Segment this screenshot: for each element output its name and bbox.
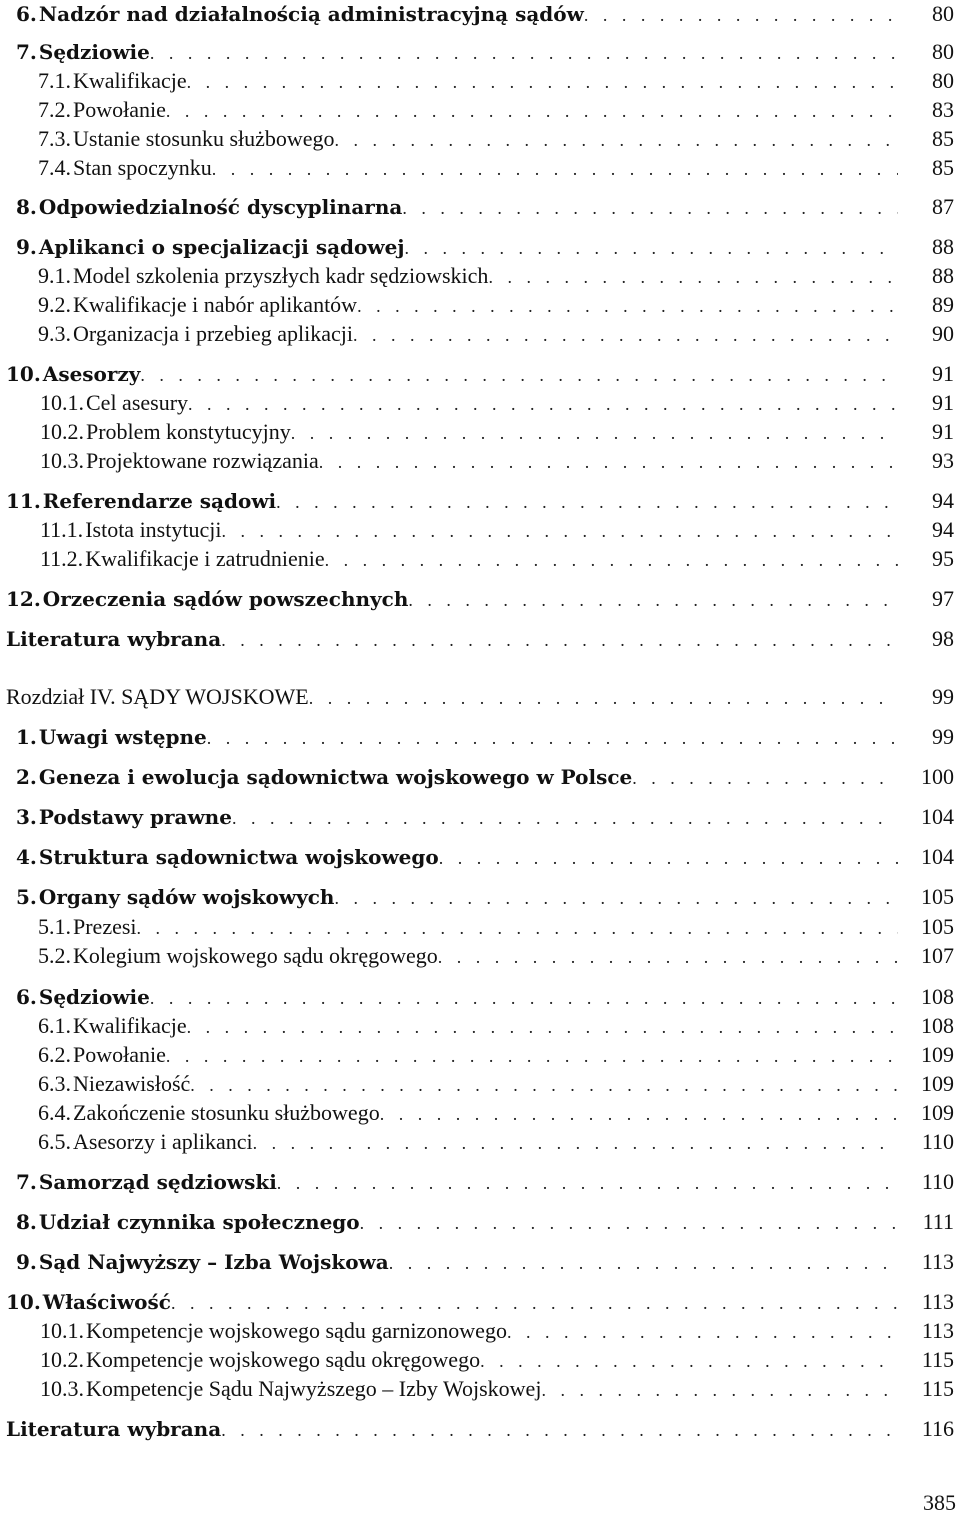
toc-entry-title: Niezawisłość	[73, 1071, 191, 1096]
toc-entry	[4, 683, 954, 711]
toc-entry-title: Podstawy prawne	[38, 805, 232, 829]
toc-entry-title: Model szkolenia przyszłych kadr sędziowskich	[73, 263, 489, 288]
toc-entry-page: 105	[921, 914, 954, 939]
toc-entry-number: 10.3.	[40, 448, 84, 473]
toc-entry	[16, 843, 954, 871]
toc-entry-page: 113	[921, 1289, 954, 1314]
toc-entry-page: 108	[921, 984, 954, 1009]
toc-entry-page: 80	[932, 39, 954, 64]
page-number: 385	[923, 1490, 956, 1515]
toc-entry	[38, 154, 954, 182]
toc-entry-number: 6.	[16, 2, 37, 26]
toc-entry	[38, 291, 954, 319]
toc-entry	[16, 0, 954, 28]
toc-entry-page: 99	[932, 724, 954, 749]
dot-leader	[187, 68, 898, 96]
toc-entry-number: 12.	[6, 587, 41, 611]
dot-leader	[166, 1042, 898, 1070]
toc-entry-number: 9.3.	[38, 321, 71, 346]
toc-entry-page: 109	[921, 1071, 954, 1096]
toc-entry	[40, 1346, 954, 1374]
toc-entry-number: 6.2.	[38, 1042, 71, 1067]
toc-entry	[38, 96, 954, 124]
toc-entry-page: 104	[921, 804, 954, 829]
dot-leader	[357, 292, 898, 320]
toc-entry-title: Kwalifikacje i zatrudnienie	[85, 546, 325, 571]
toc-entry-number: 7.4.	[38, 155, 71, 180]
toc-entry	[38, 262, 954, 290]
toc-entry-title: Asesorzy i aplikanci	[73, 1129, 253, 1154]
dot-leader	[389, 1249, 898, 1277]
dot-leader	[140, 361, 898, 389]
toc-entry-page: 113	[921, 1318, 954, 1343]
dot-leader	[405, 234, 898, 262]
toc-entry	[40, 545, 954, 573]
toc-entry	[40, 516, 954, 544]
toc-entry	[38, 1099, 954, 1127]
toc-entry	[38, 125, 954, 153]
toc-entry-page: 91	[932, 390, 954, 415]
toc-entry-number: 6.1.	[38, 1013, 71, 1038]
toc-entry-number: 10.	[6, 1290, 41, 1314]
dot-leader	[360, 1209, 898, 1237]
toc-entry-page: 115	[921, 1347, 954, 1372]
toc-entry-title: Udział czynnika społecznego	[38, 1210, 360, 1234]
toc-entry-page: 85	[932, 126, 954, 151]
toc-entry-page: 104	[921, 844, 954, 869]
dot-leader	[584, 1, 898, 29]
dot-leader	[291, 419, 898, 447]
dot-leader	[408, 586, 898, 614]
toc-entry-title: Asesorzy	[42, 362, 141, 386]
toc-entry-number: 7.	[16, 1170, 37, 1194]
toc-entry-title: Kompetencje wojskowego sądu garnizonowego	[86, 1318, 507, 1343]
dot-leader	[150, 39, 898, 67]
toc-entry-page: 80	[932, 68, 954, 93]
dot-leader	[212, 155, 898, 183]
toc-entry-number: 3.	[16, 805, 37, 829]
toc-entry-page: 116	[921, 1416, 954, 1441]
dot-leader	[438, 943, 898, 971]
toc-entry	[38, 1041, 954, 1069]
toc-entry	[16, 1168, 954, 1196]
toc-entry-title: Nadzór nad działalnością administracyjną sądów	[38, 2, 584, 26]
toc-entry	[16, 1208, 954, 1236]
toc-entry	[38, 913, 954, 941]
toc-entry-page: 95	[932, 546, 954, 571]
toc-entry-number: 6.5.	[38, 1129, 71, 1154]
toc-entry	[6, 360, 954, 388]
toc-entry-number: 10.2.	[40, 1347, 84, 1372]
toc-entry	[38, 942, 954, 970]
toc-entry-title: Kwalifikacje	[73, 68, 187, 93]
toc-entry-title: Powołanie	[73, 97, 166, 122]
toc-entry-title: Orzeczenia sądów powszechnych	[42, 587, 409, 611]
toc-entry	[4, 625, 954, 653]
toc-entry-page: 89	[932, 292, 954, 317]
chapter-title: Rozdział IV. SĄDY WOJSKOWE	[6, 684, 309, 709]
toc-entry	[16, 803, 954, 831]
dot-leader	[319, 448, 898, 476]
toc-entry-page: 88	[932, 263, 954, 288]
toc-entry-number: 4.	[16, 845, 37, 869]
toc-entry-number: 11.2.	[40, 546, 84, 571]
toc-entry	[6, 1288, 954, 1316]
toc-entry	[40, 1317, 954, 1345]
toc-entry-title: Kwalifikacje i nabór aplikantów	[73, 292, 358, 317]
toc-entry-title: Problem konstytucyjny	[86, 419, 291, 444]
dot-leader	[190, 1071, 898, 1099]
toc-entry-number: 10.3.	[40, 1376, 84, 1401]
toc-entry-number: 9.2.	[38, 292, 71, 317]
toc-entry	[38, 1070, 954, 1098]
toc-entry-page: 98	[932, 626, 954, 651]
toc-entry-title: Literatura wybrana	[6, 627, 222, 651]
dot-leader	[277, 1169, 898, 1197]
toc-entry-page: 97	[932, 586, 954, 611]
toc-entry	[40, 418, 954, 446]
toc-entry	[16, 883, 954, 911]
toc-entry-title: Sąd Najwyższy – Izba Wojskowa	[38, 1250, 389, 1274]
toc-entry-page: 115	[921, 1376, 954, 1401]
toc-entry-page: 83	[932, 97, 954, 122]
toc-entry	[4, 1415, 954, 1443]
toc-entry	[40, 1375, 954, 1403]
toc-entry-page: 88	[932, 234, 954, 259]
toc-entry-title: Istota instytucji	[85, 517, 222, 542]
toc-entry	[16, 763, 954, 791]
toc-entry-title: Samorząd sędziowski	[38, 1170, 277, 1194]
toc-entry-title: Referendarze sądowi	[42, 489, 277, 513]
toc-entry-title: Zakończenie stosunku służbowego	[73, 1100, 380, 1125]
toc-entry-title: Prezesi	[73, 914, 137, 939]
dot-leader	[137, 914, 898, 942]
toc-entry-title: Struktura sądownictwa wojskowego	[38, 845, 439, 869]
toc-entry	[38, 1012, 954, 1040]
toc-entry	[16, 38, 954, 66]
toc-entry-title: Literatura wybrana	[6, 1417, 222, 1441]
toc-entry-title: Projektowane rozwiązania	[86, 448, 319, 473]
toc-entry-page: 105	[921, 884, 954, 909]
toc-entry-title: Cel asesury	[86, 390, 189, 415]
dot-leader	[380, 1100, 898, 1128]
toc-entry-title: Odpowiedzialność dyscyplinarna	[38, 195, 403, 219]
dot-leader	[488, 263, 898, 291]
dot-leader	[325, 546, 898, 574]
toc-entry-page: 110	[921, 1169, 954, 1194]
toc-entry-page: 91	[932, 419, 954, 444]
toc-entry-title: Organizacja i przebieg aplikacji	[73, 321, 353, 346]
dot-leader	[276, 488, 898, 516]
toc-entry-number: 10.2.	[40, 419, 84, 444]
dot-leader	[188, 390, 898, 418]
dot-leader	[171, 1289, 898, 1317]
dot-leader	[309, 684, 898, 712]
toc-entry-page: 109	[921, 1100, 954, 1125]
toc-entry-number: 2.	[16, 765, 37, 789]
dot-leader	[221, 626, 898, 654]
toc-entry-page: 91	[932, 361, 954, 386]
toc-entry-number: 7.3.	[38, 126, 71, 151]
toc-entry-title: Ustanie stosunku służbowego	[73, 126, 335, 151]
dot-leader	[221, 1416, 898, 1444]
toc-entry-number: 8.	[16, 1210, 37, 1234]
toc-entry-number: 11.	[6, 489, 41, 513]
toc-entry-number: 6.4.	[38, 1100, 71, 1125]
toc-entry-title: Kompetencje Sądu Najwyższego – Izby Wojskowej	[86, 1376, 542, 1401]
toc-entry-number: 5.	[16, 885, 37, 909]
toc-entry	[16, 233, 954, 261]
toc-entry-number: 6.	[16, 985, 37, 1009]
toc-entry	[16, 983, 954, 1011]
dot-leader	[166, 97, 898, 125]
dot-leader	[253, 1129, 898, 1157]
toc-entry	[40, 447, 954, 475]
dot-leader	[507, 1318, 898, 1346]
toc-entry-title: Sędziowie	[38, 40, 150, 64]
toc-entry	[16, 193, 954, 221]
toc-entry-title: Organy sądów wojskowych	[38, 885, 335, 909]
toc-entry	[16, 723, 954, 751]
toc-entry	[16, 1248, 954, 1276]
toc-entry-page: 108	[921, 1013, 954, 1038]
toc-entry-number: 8.	[16, 195, 37, 219]
toc-entry-title: Kwalifikacje	[73, 1013, 187, 1038]
toc-entry-page: 94	[932, 517, 954, 542]
dot-leader	[187, 1013, 898, 1041]
toc-entry	[40, 389, 954, 417]
toc-entry-title: Kolegium wojskowego sądu okręgowego	[73, 943, 438, 968]
toc-entry-title: Aplikanci o specjalizacji sądowej	[38, 235, 405, 259]
dot-leader	[335, 126, 898, 154]
dot-leader	[632, 764, 898, 792]
toc-entry-page: 111	[922, 1209, 954, 1234]
toc-entry-title: Właściwość	[42, 1290, 171, 1314]
toc-entry	[38, 67, 954, 95]
toc-entry-number: 10.1.	[40, 390, 84, 415]
toc-entry-page: 87	[932, 194, 954, 219]
toc-entry-number: 1.	[16, 725, 37, 749]
toc-entry-page: 113	[921, 1249, 954, 1274]
toc-entry	[6, 487, 954, 515]
toc-entry-number: 9.	[16, 1250, 37, 1274]
dot-leader	[232, 804, 898, 832]
dot-leader	[541, 1376, 898, 1404]
toc-entry-title: Geneza i ewolucja sądownictwa wojskowego w Polsce	[38, 765, 633, 789]
dot-leader	[402, 194, 898, 222]
toc-entry-title: Uwagi wstępne	[38, 725, 207, 749]
toc-entry-page: 109	[921, 1042, 954, 1067]
toc-entry-page: 94	[932, 488, 954, 513]
dot-leader	[480, 1347, 898, 1375]
toc-entry-page: 93	[932, 448, 954, 473]
toc-entry-page: 85	[932, 155, 954, 180]
toc-entry-number: 11.1.	[40, 517, 84, 542]
toc-entry-page: 100	[921, 764, 954, 789]
dot-leader	[221, 517, 898, 545]
toc-entry-title: Stan spoczynku	[73, 155, 212, 180]
toc-entry-number: 7.	[16, 40, 37, 64]
toc-entry	[38, 1128, 954, 1156]
toc-entry-number: 6.3.	[38, 1071, 71, 1096]
toc-entry-page: 90	[932, 321, 954, 346]
toc-entry-title: Sędziowie	[38, 985, 150, 1009]
dot-leader	[334, 884, 898, 912]
toc-entry-number: 7.1.	[38, 68, 71, 93]
toc-entry-page: 80	[932, 1, 954, 26]
toc-entry-page: 110	[921, 1129, 954, 1154]
toc-entry-number: 9.	[16, 235, 37, 259]
toc-entry	[38, 320, 954, 348]
toc-entry-page: 107	[921, 943, 954, 968]
toc-entry-number: 5.1.	[38, 914, 71, 939]
toc-entry-title: Powołanie	[73, 1042, 166, 1067]
toc-entry-title: Kompetencje wojskowego sądu okręgowego	[86, 1347, 481, 1372]
toc-entry-number: 10.1.	[40, 1318, 84, 1343]
toc-entry-page: 99	[932, 684, 954, 709]
toc-entry-number: 10.	[6, 362, 41, 386]
dot-leader	[150, 984, 898, 1012]
toc-entry-number: 9.1.	[38, 263, 71, 288]
dot-leader	[353, 321, 898, 349]
toc-entry-number: 7.2.	[38, 97, 71, 122]
dot-leader	[439, 844, 898, 872]
toc-entry-number: 5.2.	[38, 943, 71, 968]
dot-leader	[207, 724, 898, 752]
toc-entry	[6, 585, 954, 613]
